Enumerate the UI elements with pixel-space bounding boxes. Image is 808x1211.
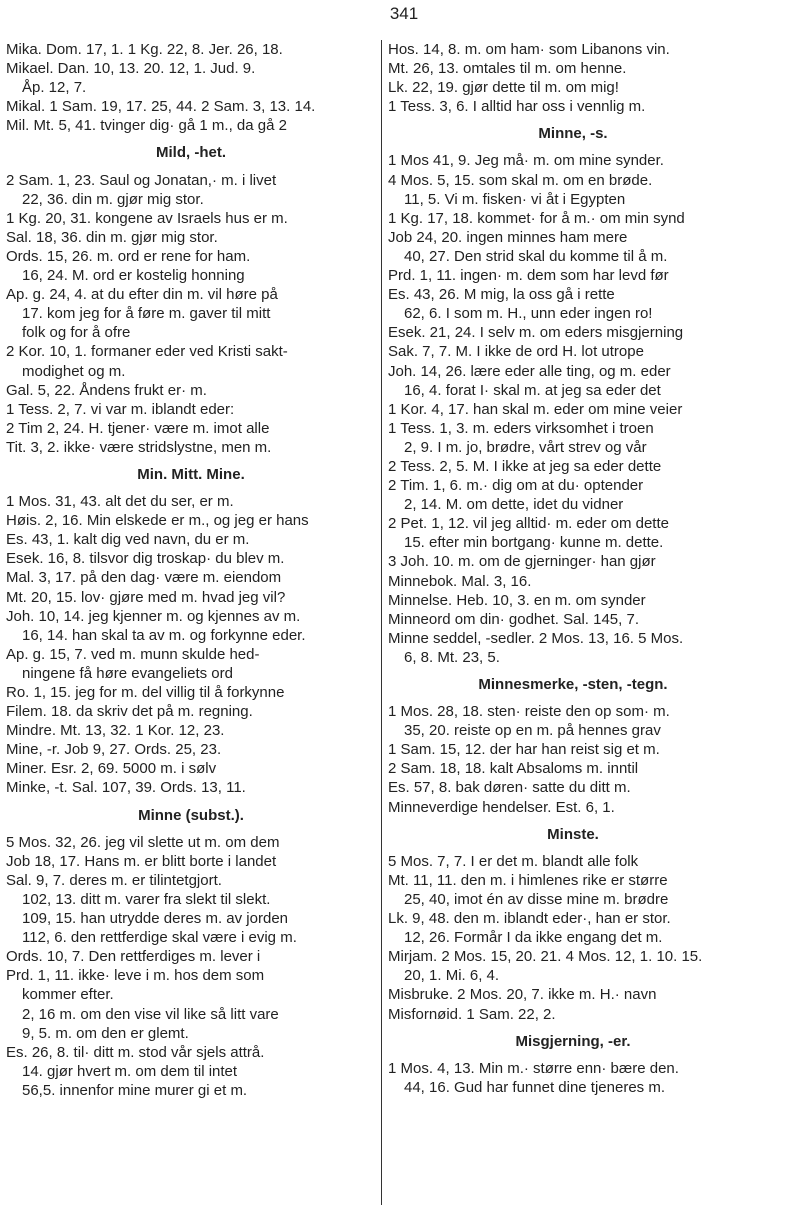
entry-continuation: kommer efter. (22, 986, 114, 1004)
entry-continuation: 16, 24. M. ord er kostelig honning (22, 267, 245, 285)
concordance-entry: 2 Sam. 1, 23. Saul og Jonatan,· m. i livet (6, 171, 277, 189)
concordance-entry: Mirjam. 2 Mos. 15, 20. 21. 4 Mos. 12, 1. 10. 15. (388, 948, 703, 966)
concordance-entry: Gal. 5, 22. Åndens frukt er· m. (6, 381, 207, 399)
left-column (6, 40, 376, 1100)
concordance-entry: Ords. 10, 7. Den rettferdiges m. lever i (6, 948, 261, 966)
concordance-entry: Minnelse. Heb. 10, 3. en m. om synder (388, 591, 646, 609)
entry-continuation: 44, 16. Gud har funnet dine tjeneres m. (404, 1078, 665, 1096)
entry-continuation: 17. kom jeg for å føre m. gaver til mitt (22, 305, 271, 323)
concordance-entry: 2 Sam. 18, 18. kalt Absaloms m. inntil (388, 760, 639, 778)
section-heading: Mild, -het. (156, 144, 226, 162)
page-number: 341 (389, 4, 419, 23)
concordance-entry: 1 Mos 41, 9. Jeg må· m. om mine synder. (388, 152, 664, 170)
concordance-entry: 2 Tess. 2, 5. M. I ikke at jeg sa eder dette (388, 457, 662, 475)
entry-continuation: 20, 1. Mi. 6, 4. (404, 967, 500, 985)
concordance-entry: 2 Pet. 1, 12. vil jeg alltid· m. eder om dette (388, 515, 669, 533)
concordance-entry: Mt. 20, 15. lov· gjøre med m. hvad jeg vil? (6, 588, 286, 606)
concordance-entry: 2 Tim. 1, 6. m.· dig om at du· optender (388, 477, 644, 495)
concordance-entry: 1 Kor. 4, 17. han skal m. eder om mine veier (388, 400, 683, 418)
concordance-entry: Esek. 21, 24. I selv m. om eders misgjerning (388, 324, 684, 342)
concordance-entry: Mikal. 1 Sam. 19, 17. 25, 44. 2 Sam. 3, 13. 14. (6, 98, 316, 116)
concordance-entry: Es. 43, 26. M mig, la oss gå i rette (388, 286, 615, 304)
concordance-entry: 1 Tess. 3, 6. I alltid har oss i vennlig m. (388, 98, 646, 116)
entry-continuation: 62, 6. I som m. H., unn eder ingen ro! (404, 305, 653, 323)
concordance-entry: Joh. 14, 26. lære eder alle ting, og m. eder (388, 362, 671, 380)
entry-continuation: 40, 27. Den strid skal du komme til å m. (404, 247, 668, 265)
concordance-entry: 4 Mos. 5, 15. som skal m. om en brøde. (388, 171, 653, 189)
concordance-entry: 1 Kg. 20, 31. kongene av Israels hus er m. (6, 209, 288, 227)
concordance-entry: Minneverdige hendelser. Est. 6, 1. (388, 798, 615, 816)
concordance-entry: 1 Kg. 17, 18. kommet· for å m.· om min synd (388, 209, 685, 227)
concordance-entry: Es. 57, 8. bak døren· satte du ditt m. (388, 779, 631, 797)
entry-continuation: 2, 9. I m. jo, brødre, vårt strev og vår (404, 438, 647, 456)
entry-continuation: 9, 5. m. om den er glemt. (22, 1024, 189, 1042)
section-heading: Misgjerning, -er. (515, 1032, 631, 1050)
concordance-entry: Hos. 14, 8. m. om ham· som Libanons vin. (388, 41, 670, 58)
entry-continuation: 102, 13. ditt m. varer fra slekt til slekt. (22, 890, 271, 908)
entry-continuation: 14. gjør hvert m. om dem til intet (22, 1062, 238, 1080)
concordance-entry: Mal. 3, 17. på den dag· være m. eiendom (6, 569, 282, 587)
entry-continuation: 35, 20. reiste op en m. på hennes grav (404, 722, 661, 740)
concordance-entry: 1 Tess. 2, 7. vi var m. iblandt eder: (6, 400, 235, 418)
concordance-entry: 5 Mos. 32, 26. jeg vil slette ut m. om dem (6, 833, 280, 851)
entry-continuation: ningene få høre evangeliets ord (22, 664, 233, 682)
concordance-entry: Job 24, 20. ingen minnes ham mere (388, 228, 628, 246)
concordance-entry: Ro. 1, 15. jeg for m. del villig til å forkynne (6, 684, 285, 701)
concordance-entry: Mt. 26, 13. omtales til m. om henne. (388, 60, 627, 78)
entry-continuation: 11, 5. Vi m. fisken· vi åt i Egypten (404, 190, 626, 208)
entry-continuation: 25, 40, imot én av disse mine m. brødre (404, 890, 669, 908)
section-heading: Minne, -s. (538, 125, 608, 143)
section-heading: Minnesmerke, -sten, -tegn. (478, 676, 668, 693)
concordance-entry: Sal. 18, 36. din m. gjør mig stor. (6, 228, 218, 246)
entry-continuation: 15. efter min bortgang· kunne m. dette. (404, 534, 664, 552)
concordance-entry: 1 Mos. 28, 18. sten· reiste den op som· m. (388, 703, 670, 721)
entry-continuation: 6, 8. Mt. 23, 5. (404, 648, 500, 666)
concordance-entry: Mine, -r. Job 9, 27. Ords. 25, 23. (6, 741, 222, 759)
concordance-entry: 1 Mos. 4, 13. Min m.· større enn· bære den. (388, 1059, 679, 1077)
concordance-entry: Sal. 9, 7. deres m. er tilintetgjort. (6, 871, 222, 889)
concordance-entry: Misfornøid. 1 Sam. 22, 2. (388, 1005, 556, 1023)
concordance-entry: Tit. 3, 2. ikke· være stridslystne, men m. (6, 438, 272, 456)
entry-continuation: 56,5. innenfor mine murer gi et m. (22, 1081, 248, 1099)
concordance-entry: Filem. 18. da skriv det på m. regning. (6, 703, 253, 721)
concordance-entry: Ap. g. 24, 4. at du efter din m. vil høre på (6, 286, 278, 304)
concordance-entry: Ap. g. 15, 7. ved m. munn skulde hed- (6, 645, 260, 663)
concordance-entry: Sak. 7, 7. M. I ikke de ord H. lot utrope (388, 343, 644, 361)
entry-continuation: 109, 15. han utrydde deres m. av jorden (22, 910, 289, 928)
concordance-entry: Minke, -t. Sal. 107, 39. Ords. 13, 11. (6, 779, 246, 797)
column-divider (381, 40, 382, 1205)
concordance-entry: 2 Tim 2, 24. H. tjener· være m. imot alle (6, 419, 270, 437)
entry-continuation: 16, 4. forat I· skal m. at jeg sa eder det (404, 381, 661, 399)
concordance-entry: 1 Tess. 1, 3. m. eders virksomhet i troen (388, 419, 654, 437)
concordance-entry: Misbruke. 2 Mos. 20, 7. ikke m. H.· navn (388, 986, 657, 1004)
concordance-entry: Mil. Mt. 5, 41. tvinger dig· gå 1 m., da gå 2 (6, 117, 287, 135)
entry-continuation: 12, 26. Formår I da ikke engang det m. (404, 929, 663, 947)
entry-continuation: 112, 6. den rettferdige skal være i evig m. (22, 929, 297, 947)
concordance-entry: Minnebok. Mal. 3, 16. (388, 572, 532, 590)
concordance-entry: Høis. 2, 16. Min elskede er m., og jeg er hans (6, 512, 309, 530)
concordance-entry: 1 Mos. 31, 43. alt det du ser, er m. (6, 493, 234, 511)
concordance-entry: Lk. 22, 19. gjør dette til m. om mig! (388, 79, 619, 97)
concordance-entry: 3 Joh. 10. m. om de gjerninger· han gjør (388, 553, 656, 571)
concordance-entry: Esek. 16, 8. tilsvor dig troskap· du blev m. (6, 550, 285, 568)
concordance-entry: Joh. 10, 14. jeg kjenner m. og kjennes av m. (6, 607, 301, 625)
right-column (388, 40, 758, 1097)
concordance-entry: Miner. Esr. 2, 69. 5000 m. i sølv (6, 760, 217, 778)
section-heading: Minste. (547, 825, 599, 843)
entry-continuation: 16, 14. han skal ta av m. og forkynne eder. (22, 626, 306, 644)
section-heading: Minne (subst.). (138, 806, 244, 824)
concordance-entry: Ords. 15, 26. m. ord er rene for ham. (6, 247, 251, 265)
concordance-entry: Mt. 11, 11. den m. i himlenes rike er større (388, 871, 668, 889)
entry-continuation: folk og for å ofre (22, 324, 131, 342)
entry-continuation: 22, 36. din m. gjør mig stor. (22, 190, 204, 208)
section-heading: Min. Mitt. Mine. (137, 465, 245, 483)
concordance-entry: Lk. 9, 48. den m. iblandt eder·, han er stor. (388, 910, 671, 928)
concordance-entry: 1 Sam. 15, 12. der har han reist sig et m. (388, 741, 660, 759)
concordance-entry: Minneord om din· godhet. Sal. 145, 7. (388, 610, 639, 628)
entry-continuation: 2, 16 m. om den vise vil like så litt vare (22, 1005, 279, 1023)
entry-continuation: 2, 14. M. om dette, idet du vidner (404, 496, 624, 514)
concordance-entry: Mika. Dom. 17, 1. 1 Kg. 22, 8. Jer. 26, 18. (6, 41, 283, 58)
concordance-entry: Es. 26, 8. til· ditt m. stod vår sjels attrå. (6, 1043, 265, 1061)
concordance-entry: 5 Mos. 7, 7. I er det m. blandt alle folk (388, 852, 639, 870)
concordance-entry: Mikael. Dan. 10, 13. 20. 12, 1. Jud. 9. (6, 60, 256, 78)
entry-continuation: Åp. 12, 7. (22, 79, 87, 97)
concordance-entry: Prd. 1, 11. ingen· m. dem som har levd før (388, 267, 669, 285)
entry-continuation: modighet og m. (22, 362, 126, 380)
concordance-entry: Prd. 1, 11. ikke· leve i m. hos dem som (6, 967, 265, 985)
concordance-entry: Job 18, 17. Hans m. er blitt borte i landet (6, 852, 277, 870)
concordance-entry: Minne seddel, -sedler. 2 Mos. 13, 16. 5 Mos. (388, 629, 684, 647)
concordance-entry: Es. 43, 1. kalt dig ved navn, du er m. (6, 531, 250, 549)
concordance-entry: 2 Kor. 10, 1. formaner eder ved Kristi sakt- (6, 343, 288, 361)
concordance-entry: Mindre. Mt. 13, 32. 1 Kor. 12, 23. (6, 722, 225, 740)
